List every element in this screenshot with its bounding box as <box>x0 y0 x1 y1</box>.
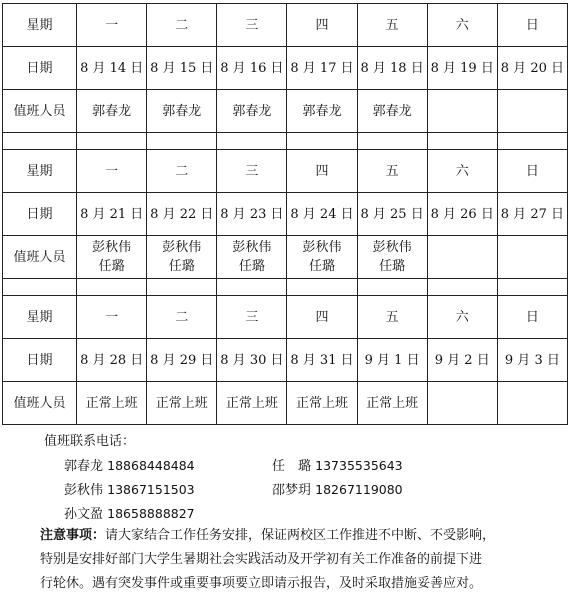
notes-line: 特别是安排好部门大学生暑期社会实践活动及开学初有关工作准备的前提下进 <box>40 552 483 567</box>
weekday-label-cell: 星期 <box>3 296 77 339</box>
staff-name: 郭春龙 <box>302 103 342 119</box>
contact-name: 孙文盈 <box>64 507 104 522</box>
date-row <box>3 339 568 382</box>
separator-cell <box>217 133 287 150</box>
staff-cell <box>287 382 357 425</box>
staff-name: 彭秋伟 <box>232 240 272 255</box>
weekday-cell: 三 <box>217 4 287 47</box>
weekday-label-cell: 星期 <box>3 4 77 47</box>
weekday-cell: 二 <box>147 296 217 339</box>
staff-name: 郭春龙 <box>232 103 272 119</box>
date-cell: 8 月 24 日 <box>287 193 357 236</box>
staff-name: 郭春龙 <box>92 103 132 119</box>
staff-cell <box>217 90 287 133</box>
date-label-cell: 日期 <box>3 47 77 90</box>
staff-cell <box>217 236 287 279</box>
staff-name: 任璐 <box>98 259 125 274</box>
contact-name: 邵梦玥 <box>272 483 312 498</box>
separator-cell <box>3 279 77 296</box>
weekday-cell: 四 <box>287 296 357 339</box>
date-cell: 8 月 18 日 <box>357 47 427 90</box>
staff-label-cell: 值班人员 <box>3 382 77 425</box>
separator-cell <box>147 279 217 296</box>
staff-cell <box>357 90 427 133</box>
separator-cell <box>77 279 147 296</box>
weekday-cell: 六 <box>427 296 497 339</box>
weekday-cell: 三 <box>217 150 287 193</box>
date-label-cell: 日期 <box>3 339 77 382</box>
staff-cell <box>497 90 567 133</box>
staff-cell <box>357 382 427 425</box>
separator-cell <box>497 279 567 296</box>
staff-cell <box>427 236 497 279</box>
contact-phone: 13735535643 <box>315 458 403 473</box>
date-cell: 8 月 25 日 <box>357 193 427 236</box>
date-cell: 8 月 17 日 <box>287 47 357 90</box>
date-cell: 8 月 14 日 <box>77 47 147 90</box>
weekday-cell: 日 <box>497 150 567 193</box>
separator-cell <box>497 133 567 150</box>
staff-name: 正常上班 <box>85 395 138 411</box>
staff-cell <box>427 382 497 425</box>
contact-person <box>64 478 195 503</box>
separator-cell <box>357 279 427 296</box>
contact-phone: 18868448484 <box>107 458 195 473</box>
staff-cell <box>147 236 217 279</box>
separator-cell <box>77 133 147 150</box>
date-cell: 8 月 15 日 <box>147 47 217 90</box>
weekday-cell: 日 <box>497 4 567 47</box>
contact-name: 彭秋伟 <box>64 483 104 498</box>
staff-row <box>3 90 568 133</box>
date-cell: 9 月 1 日 <box>357 339 427 382</box>
weekday-cell: 三 <box>217 296 287 339</box>
notes-text: 请大家结合工作任务安排，保证两校区工作推进不中断、不受影响， <box>105 528 496 543</box>
staff-cell <box>287 236 357 279</box>
staff-name: 郭春龙 <box>372 103 412 119</box>
staff-cell <box>427 90 497 133</box>
date-cell: 8 月 27 日 <box>497 193 567 236</box>
contact-person <box>272 454 403 479</box>
separator-cell <box>287 133 357 150</box>
weekday-cell: 一 <box>77 4 147 47</box>
staff-row <box>3 236 568 279</box>
notes-line <box>40 524 560 548</box>
weekday-cell: 六 <box>427 4 497 47</box>
weekday-cell: 日 <box>497 296 567 339</box>
staff-name: 正常上班 <box>296 395 349 411</box>
date-cell: 9 月 3 日 <box>497 339 567 382</box>
staff-label-cell: 值班人员 <box>3 236 77 279</box>
weekday-cell: 二 <box>147 150 217 193</box>
week-separator-row <box>3 133 568 150</box>
notes-label: 注意事项： <box>40 528 106 543</box>
weekday-label-cell: 星期 <box>3 150 77 193</box>
separator-cell <box>357 133 427 150</box>
contact-name: 任 璐 <box>272 459 312 474</box>
staff-cell <box>357 236 427 279</box>
date-row <box>3 193 568 236</box>
contact-title: 值班联系电话： <box>44 434 136 449</box>
separator-cell <box>147 133 217 150</box>
weekday-cell: 二 <box>147 4 217 47</box>
separator-cell <box>427 279 497 296</box>
staff-cell <box>77 90 147 133</box>
date-cell: 8 月 16 日 <box>217 47 287 90</box>
weekday-header-row <box>3 296 568 339</box>
date-cell: 8 月 20 日 <box>497 47 567 90</box>
staff-cell <box>287 90 357 133</box>
staff-name: 任璐 <box>309 259 336 274</box>
weekday-cell: 一 <box>77 296 147 339</box>
staff-cell <box>497 382 567 425</box>
staff-cell <box>77 236 147 279</box>
date-row <box>3 47 568 90</box>
staff-name: 正常上班 <box>366 395 419 411</box>
contact-person <box>272 478 403 503</box>
staff-row <box>3 382 568 425</box>
staff-cell <box>77 382 147 425</box>
date-cell: 8 月 28 日 <box>77 339 147 382</box>
separator-cell <box>427 133 497 150</box>
date-cell: 8 月 26 日 <box>427 193 497 236</box>
contact-name: 郭春龙 <box>64 459 104 474</box>
staff-name: 彭秋伟 <box>162 240 202 255</box>
contact-phone: 18267119080 <box>315 482 403 497</box>
staff-cell <box>217 382 287 425</box>
staff-name: 彭秋伟 <box>92 240 132 255</box>
notes-section <box>40 524 560 596</box>
weekday-header-row <box>3 4 568 47</box>
staff-name: 正常上班 <box>225 395 278 411</box>
date-cell: 8 月 23 日 <box>217 193 287 236</box>
staff-name: 正常上班 <box>155 395 208 411</box>
staff-name: 彭秋伟 <box>372 240 412 255</box>
weekday-cell: 四 <box>287 150 357 193</box>
date-cell: 8 月 22 日 <box>147 193 217 236</box>
staff-name: 任璐 <box>168 259 195 274</box>
weekday-cell: 六 <box>427 150 497 193</box>
weekday-header-row <box>3 150 568 193</box>
date-cell: 8 月 29 日 <box>147 339 217 382</box>
staff-label-cell: 值班人员 <box>3 90 77 133</box>
date-cell: 8 月 30 日 <box>217 339 287 382</box>
contact-phone: 13867151503 <box>107 482 195 497</box>
weekday-cell: 一 <box>77 150 147 193</box>
separator-cell <box>217 279 287 296</box>
staff-cell <box>497 236 567 279</box>
notes-line: 行轮休。遇有突发事件或重要事项要立即请示报告，及时采取措施妥善应对。 <box>40 576 483 591</box>
date-cell: 8 月 19 日 <box>427 47 497 90</box>
weekday-cell: 五 <box>357 296 427 339</box>
staff-cell <box>147 90 217 133</box>
staff-name: 郭春龙 <box>162 103 202 119</box>
weekday-cell: 四 <box>287 4 357 47</box>
date-cell: 9 月 2 日 <box>427 339 497 382</box>
weekday-cell: 五 <box>357 4 427 47</box>
separator-cell <box>287 279 357 296</box>
date-cell: 8 月 31 日 <box>287 339 357 382</box>
week-separator-row <box>3 279 568 296</box>
duty-schedule-table <box>2 3 568 425</box>
contact-phone: 18658888827 <box>107 506 195 521</box>
date-label-cell: 日期 <box>3 193 77 236</box>
weekday-cell: 五 <box>357 150 427 193</box>
staff-cell <box>147 382 217 425</box>
staff-name: 彭秋伟 <box>302 240 342 255</box>
staff-name: 任璐 <box>238 259 265 274</box>
separator-cell <box>3 133 77 150</box>
date-cell: 8 月 21 日 <box>77 193 147 236</box>
staff-name: 任璐 <box>379 259 406 274</box>
contact-person <box>64 454 195 479</box>
